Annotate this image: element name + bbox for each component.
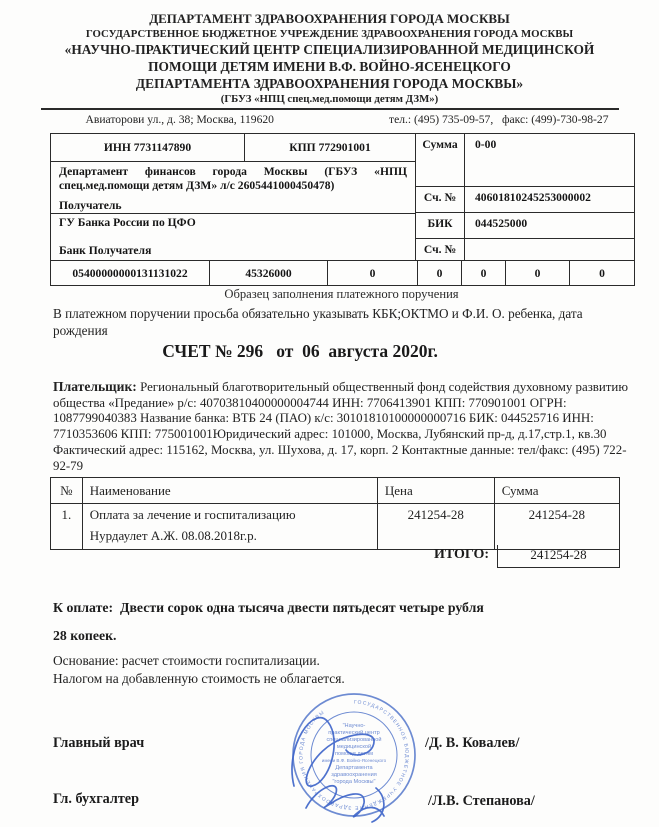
org-type-line: ГОСУДАРСТВЕННОЕ БЮДЖЕТНОЕ УЧРЕЖДЕНИЕ ЗДРАВООХРАНЕНИЯ ГОРОДА МОСКВЫ <box>85 28 574 40</box>
stamp-ring-text: ГОСУДАРСТВЕННОЕ БЮДЖЕТНОЕ УЧРЕЖДЕНИЕ ЗДРАВООХРАНЕНИЯ ГОРОДА МОСКВЫ <box>298 699 410 811</box>
kpp-cell: КПП 772901001 <box>289 141 371 154</box>
total-label: ИТОГО: <box>433 547 489 562</box>
stamp-line: "Научно- <box>342 723 366 729</box>
corr-account-label: Сч. № <box>416 239 465 260</box>
bank-right-section <box>416 134 634 260</box>
org-name-line-3: ДЕПАРТАМЕНТА ЗДРАВООХРАНЕНИЯ ГОРОДА МОСКВЫ» <box>135 76 524 91</box>
kbk-cell-3: 0 <box>328 261 418 285</box>
inn-cell: ИНН 7731147890 <box>51 134 245 161</box>
invoice-title: СЧЕТ № 296 от 06 августа 2020г. <box>162 341 438 361</box>
account-value: 40601810245253000002 <box>475 191 591 204</box>
round-stamp <box>280 688 432 827</box>
vat-note: Налогом на добавленную стоимость не облагается. <box>53 671 345 686</box>
org-name-line-2: ПОМОЩИ ДЕТЯМ ИМЕНИ В.Ф. ВОЙНО-ЯСЕНЕЦКОГО <box>148 59 511 74</box>
chief-accountant-title: Гл. бухгалтер <box>53 791 139 807</box>
org-short-name: (ГБУЗ «НПЦ спец.мед.помощи детям ДЗМ») <box>220 93 439 105</box>
account-row <box>416 187 634 213</box>
bank-requisites-table <box>50 133 635 286</box>
chief-accountant-name: /Л.В. Степанова/ <box>428 793 535 809</box>
header-divider <box>41 108 619 110</box>
stamp-line: практический центр <box>328 730 380 736</box>
sum-value: 0-00 <box>475 138 497 151</box>
payment-sample-caption: Образец заполнения платежного поручения <box>224 287 459 301</box>
org-department-line: ДЕПАРТАМЕНТ ЗДРАВООХРАНЕНИЯ ГОРОДА МОСКВЫ <box>149 11 510 26</box>
stamp-line: специализированной <box>326 737 382 743</box>
item-description-line-2: Нурдаулет А.Ж. 08.08.2018г.р. <box>89 528 257 543</box>
amount-due <box>53 600 484 644</box>
col-header-sum: Сумма <box>494 478 619 504</box>
bank-label: Банк Получателя <box>59 244 152 257</box>
total-value: 241254-28 <box>497 545 620 568</box>
kbk-code: 05400000000131131022 <box>51 261 210 285</box>
beneficiary-cell <box>51 162 415 214</box>
items-header-row <box>51 478 620 504</box>
account-label: Сч. № <box>416 187 465 212</box>
payment-note: В платежном поручении просьба обязательно указывать КБК;ОКТМО и Ф.И. О. ребенка, дата рождения <box>53 306 583 338</box>
basis-line: Основание: расчет стоимости госпитализации. <box>53 653 320 668</box>
item-description-line-1: Оплата за лечение и госпитализацию <box>89 507 296 522</box>
bik-value: 044525000 <box>475 217 528 230</box>
payer-label: Плательщик: <box>53 379 137 394</box>
signature-area <box>0 688 659 827</box>
item-sum: 241254-28 <box>494 504 619 550</box>
col-header-number: № <box>51 478 83 504</box>
amount-due-line-1: К оплате: Двести сорок одна тысяча двести пятьдесят четыре рубля <box>53 600 484 615</box>
bik-row <box>416 213 634 239</box>
chief-doctor-title: Главный врач <box>53 735 145 751</box>
beneficiary-bank-cell <box>51 214 415 260</box>
item-number: 1. <box>51 504 83 550</box>
item-price: 241254-28 <box>377 504 494 550</box>
oktmo-code: 45326000 <box>210 261 328 285</box>
corr-account-value <box>465 239 634 260</box>
org-phone-fax: тел.: (495) 735-09-57, факс: (499)-730-98-27 <box>389 113 609 126</box>
stamp-line: помощи детям <box>334 751 374 757</box>
kbk-cell-6: 0 <box>506 261 570 285</box>
stamp-line: имени В.Ф. Войно-Ясенецкого <box>321 758 387 763</box>
letterhead <box>0 0 659 106</box>
stamp-line: "города Москвы" <box>332 779 376 785</box>
corr-account-row <box>416 239 634 260</box>
payer-details: Региональный благотворительный общественный фонд содействия духовному развитию общества «Предание» р/с: 40703810400000004744 ИНН: 7706413901 КПП: 770901001 ОГРН: 1087799040383 Название банка: ВТБ 24 (ПАО) к/с: 30101810100000000716 БИК: 044525716 ИНН: 7710353606 КПП: 775001001Юридический адрес: 101000, Москва, Лубянский пр-д, д.17,стр.1, кв.30 Фактический адрес: 115162, Москва, ул. Шухова, д. 17, корп. 2 Контактные данные: тел/факс: (495) 722-92-79 <box>53 380 628 473</box>
item-description <box>82 504 377 550</box>
inn-kpp-row <box>51 134 415 162</box>
col-header-name: Наименование <box>82 478 377 504</box>
kbk-row <box>51 260 634 285</box>
beneficiary-name: Департамент финансов города Москвы (ГБУЗ «НПЦ спец.мед.помощи детям ДЗМ» л/с 2605441000450478) <box>59 165 407 192</box>
contact-row <box>41 113 619 126</box>
bank-left-section <box>51 134 416 260</box>
total-row <box>50 545 620 568</box>
bank-name: ГУ Банка России по ЦФО <box>59 216 196 229</box>
bik-label: БИК <box>416 213 465 238</box>
beneficiary-label: Получатель <box>59 199 122 212</box>
items-table <box>50 477 620 550</box>
payer-paragraph <box>53 379 631 474</box>
kbk-cell-4: 0 <box>418 261 462 285</box>
stamp-line: Департамента <box>335 765 373 771</box>
org-address: Авиаторови ул., д. 38; Москва, 119620 <box>85 113 274 126</box>
kbk-cell-7: 0 <box>599 266 605 280</box>
amount-due-line-2: 28 копеек. <box>53 628 117 643</box>
chief-doctor-name: /Д. В. Ковалев/ <box>425 735 520 751</box>
item-row <box>51 504 620 550</box>
stamp-line: медицинской <box>336 744 372 750</box>
kbk-cell-5: 0 <box>462 261 506 285</box>
sum-row <box>416 134 634 187</box>
org-name-line-1: «НАУЧНО-ПРАКТИЧЕСКИЙ ЦЕНТР СПЕЦИАЛИЗИРОВАННОЙ МЕДИЦИНСКОЙ <box>64 42 595 57</box>
bank-main-section <box>51 134 634 260</box>
col-header-price: Цена <box>377 478 494 504</box>
sum-label: Сумма <box>416 134 465 186</box>
stamp-line: здравоохранения <box>331 772 377 778</box>
